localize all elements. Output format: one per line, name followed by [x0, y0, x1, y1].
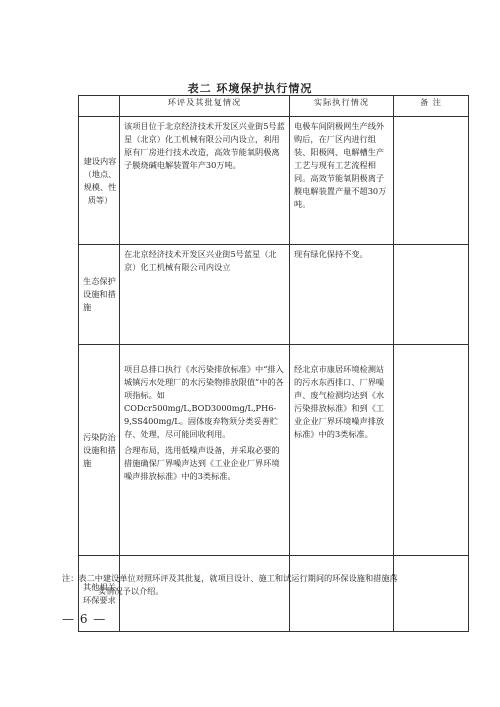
cell-requirements-pollution	[120, 345, 290, 556]
cell-actual-pollution	[290, 345, 394, 556]
footnote-line-2: 实情况予以介绍。	[98, 586, 164, 596]
table-header-row	[79, 96, 469, 117]
environmental-protection-table	[78, 95, 469, 632]
text-requirements-ecology: 在北京经济技术开发区兴业街5号蓝星（北京）化工机械有限公司内设立	[124, 249, 277, 272]
row-label-pollution: 污染防治设施和措施	[79, 345, 120, 556]
table-title: 表二 环境保护执行情况	[187, 82, 313, 95]
table-row-ecology	[79, 245, 469, 345]
cell-actual-construction	[290, 117, 394, 245]
text-requirements-construction: 该项目位于北京经济技术开发区兴业街5号蓝星（北京）化工机械有限公司内设立，利用原有厂房进行技术改造，高效节能氧阴极离子膜烧碱电解装置年产30万吨。	[124, 121, 285, 170]
header-blank	[79, 96, 120, 117]
cell-requirements-ecology	[120, 245, 290, 345]
row-label-construction: 建设内容（地点、规模、性质等）	[79, 117, 120, 245]
text-actual-construction: 电极车间阴极网生产线外购后，在厂区内进行组装、阳极网、电解槽生产工艺与现有工艺流程相同。高效节能氧阴极离子膜电解装置产量不超30万吨。	[294, 121, 387, 209]
footnote	[62, 572, 472, 598]
text-actual-ecology: 现有绿化保持不变。	[294, 249, 368, 259]
row-label-ecology: 生态保护设施和措施	[79, 245, 120, 345]
cell-requirements-construction	[120, 117, 290, 245]
text-actual-pollution: 经北京市康居环境检测站的污水东西排口、厂界噪声、废气检测均达到《水污染排放标准》和到《工业企业厂界环境噪声排放标准》中的3类标准。	[294, 364, 385, 439]
table-row-pollution	[79, 345, 469, 556]
cell-note-construction	[394, 117, 469, 245]
header-actual: 实际执行情况	[290, 96, 394, 117]
footnote-line-1: 注：表二中建设单位对照环评及其批复，就项目设计、施工和试运行期间的环保设施和措施落	[62, 573, 398, 583]
text-requirements-pollution-1: 项目总排口执行《水污染排放标准》中“排入城镇污水处理厂的水污染物排放限值”中的各项指标。如CODcr500mg/L,BOD3000mg/L,PH6-9,SS400mg/L。固体废弃物须分类妥善贮存、处理，尽可能回收利用。	[124, 364, 284, 439]
text-requirements-pollution-2: 合理布局，选用低噪声设备，并采取必要的措施确保厂界噪声达到《工业企业厂界环境噪声排放标准》中的3类标准。	[124, 445, 280, 481]
cell-actual-ecology	[290, 245, 394, 345]
cell-note-pollution	[394, 345, 469, 556]
cell-note-ecology	[394, 245, 469, 345]
header-requirements: 环评及其批复情况	[120, 96, 290, 117]
row-label-other: 其他相关环保要求	[79, 556, 120, 632]
header-note: 备 注	[394, 96, 469, 117]
page-number: — 6 —	[62, 612, 107, 626]
table-row-construction	[79, 117, 469, 245]
